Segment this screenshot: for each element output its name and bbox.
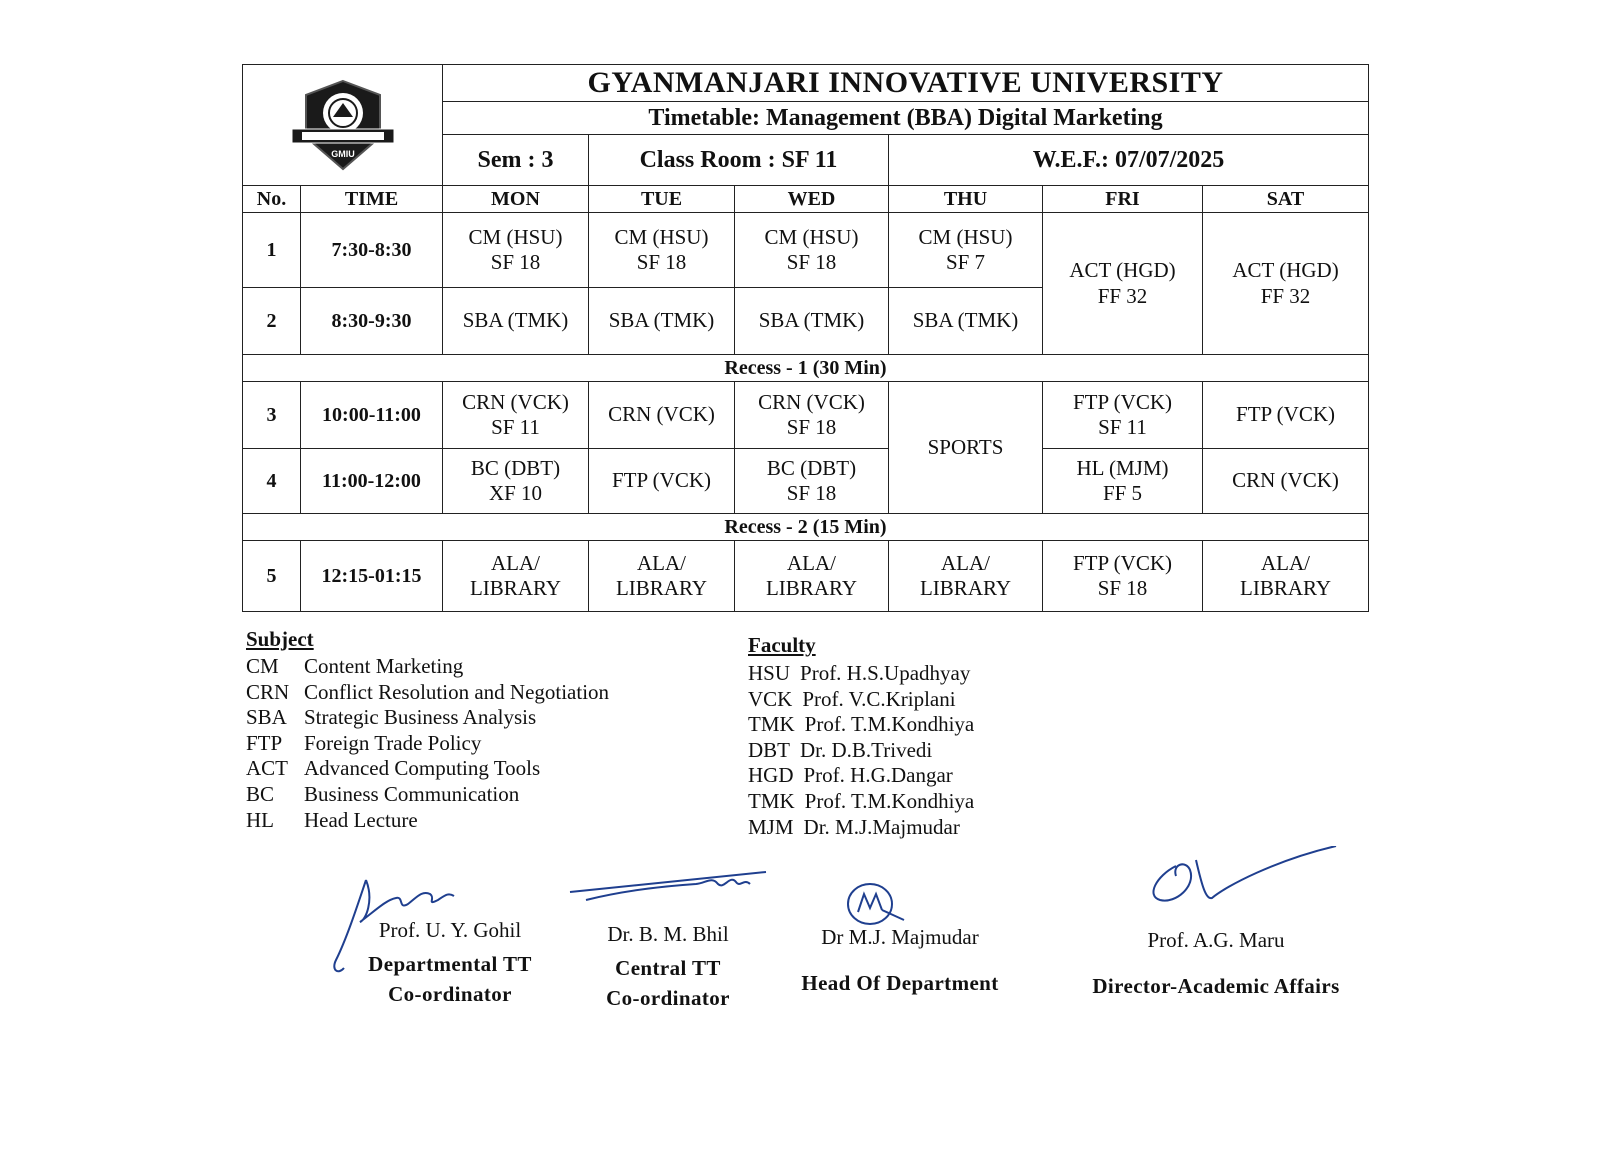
faculty-code: TMK: [748, 712, 795, 737]
cell-subject: SBA (TMK): [608, 308, 715, 333]
list-item: [246, 808, 609, 834]
slot-number: 4: [243, 449, 301, 514]
cell-thu-1: [889, 213, 1043, 288]
subject-code: FTP: [246, 730, 283, 755]
slot-time: 7:30-8:30: [301, 213, 443, 288]
column-header-mon: MON: [443, 186, 589, 213]
cell-subject: ALA/: [1261, 550, 1310, 575]
cell-sat-3: [1203, 382, 1369, 449]
list-item: [748, 661, 974, 687]
cell-wed-4: [735, 449, 889, 514]
cell-room: SF 18: [786, 481, 837, 505]
faculty-code: VCK: [748, 686, 793, 711]
cell-subject: CRN (VCK): [758, 389, 865, 414]
faculty-name: Dr. M.J.Majmudar: [803, 814, 960, 839]
logo-text: GMIU: [330, 149, 355, 159]
cell-subject: CM (HSU): [468, 224, 563, 249]
cell-room: SF 18: [786, 250, 837, 274]
cell-tue-1: [589, 213, 735, 288]
column-header-fri: FRI: [1043, 186, 1203, 213]
list-item: [748, 789, 974, 815]
cell-subject: SBA (TMK): [758, 308, 865, 333]
faculty-legend-title: Faculty: [748, 633, 816, 657]
subject-name: Content Marketing: [304, 654, 464, 678]
timetable: [242, 64, 1369, 612]
cell-subject: ALA/: [637, 550, 686, 575]
wef-date: W.E.F.: 07/07/2025: [889, 135, 1369, 186]
list-item: [748, 712, 974, 738]
cell-mon-2: [443, 288, 589, 355]
cell-subject: SBA (TMK): [912, 308, 1019, 333]
column-header-time: TIME: [301, 186, 443, 213]
cell-thu-5: [889, 541, 1043, 612]
list-item: [748, 738, 974, 764]
subject-code: CM: [246, 654, 279, 678]
column-header-sat: SAT: [1203, 186, 1369, 213]
faculty-name: Prof. V.C.Kriplani: [802, 686, 956, 711]
signatory-name: Prof. A.G. Maru: [1147, 928, 1285, 952]
subject-name: Conflict Resolution and Negotiation: [304, 679, 610, 704]
cell-room: SF 18: [1097, 576, 1148, 600]
subject-legend-title: Subject: [246, 627, 314, 651]
signatory-maru: [1066, 928, 1366, 1001]
subject-code: BC: [246, 781, 275, 806]
list-item: [246, 680, 609, 706]
university-title: GYANMANJARI INNOVATIVE UNIVERSITY: [443, 65, 1369, 102]
signature-bhil-icon: [566, 866, 776, 916]
signatory-role: Central TT: [615, 956, 721, 980]
cell-tue-4: [589, 449, 735, 514]
subject-name: Head Lecture: [304, 807, 418, 832]
signatory-bhil: [568, 922, 768, 1013]
faculty-name: Prof. T.M.Kondhiya: [804, 788, 975, 813]
cell-subject: CM (HSU): [764, 224, 859, 249]
cell-subject: CM (HSU): [614, 224, 709, 249]
signatory-name: Dr M.J. Majmudar: [821, 925, 979, 949]
cell-fri-4: [1043, 449, 1203, 514]
list-item: [748, 763, 974, 789]
slot-number: 2: [243, 288, 301, 355]
cell-room: SF 11: [491, 415, 540, 439]
subject-code: HL: [246, 807, 274, 832]
cell-subject: FTP (VCK): [1236, 402, 1335, 427]
signatory-role: Director-Academic Affairs: [1092, 974, 1340, 998]
column-header-thu: THU: [889, 186, 1043, 213]
semester-label: Sem : 3: [443, 135, 589, 186]
cell-room: SF 7: [945, 250, 986, 274]
faculty-name: Prof. H.G.Dangar: [803, 763, 953, 788]
cell-room: LIBRARY: [469, 576, 561, 600]
cell-tue-5: [589, 541, 735, 612]
table-row: [243, 382, 1369, 449]
faculty-code: DBT: [748, 737, 790, 762]
cell-mon-3: [443, 382, 589, 449]
cell-subject: SPORTS: [927, 434, 1004, 459]
cell-subject: ALA/: [941, 550, 990, 575]
cell-subject: CRN (VCK): [608, 402, 715, 427]
slot-number: 5: [243, 541, 301, 612]
column-header-no: No.: [243, 186, 301, 213]
cell-subject: CRN (VCK): [462, 389, 569, 414]
signatory-role: Departmental TT: [368, 952, 532, 976]
signatory-gohil: [340, 918, 560, 1009]
cell-mon-4: [443, 449, 589, 514]
recess-row: [243, 355, 1369, 382]
cell-room: LIBRARY: [1240, 576, 1332, 600]
cell-wed-2: [735, 288, 889, 355]
subject-name: Strategic Business Analysis: [304, 705, 537, 730]
cell-room: SF 18: [786, 415, 837, 439]
signature-maru-icon: [1146, 846, 1346, 926]
cell-room: LIBRARY: [919, 576, 1011, 600]
timetable-title: Timetable: Management (BBA) Digital Marketing: [443, 102, 1369, 135]
cell-subject: CRN (VCK): [1232, 468, 1339, 493]
cell-tue-2: [589, 288, 735, 355]
cell-wed-1: [735, 213, 889, 288]
cell-subject: ALA/: [787, 550, 836, 575]
university-logo-icon: [288, 77, 398, 173]
faculty-code: TMK: [748, 788, 795, 813]
subject-name: Business Communication: [304, 781, 520, 806]
cell-thu-2: [889, 288, 1043, 355]
cell-subject: FTP (VCK): [1073, 389, 1172, 414]
cell-subject: ACT (HGD): [1069, 258, 1176, 283]
subject-name: Advanced Computing Tools: [304, 756, 541, 781]
list-item: [246, 756, 609, 782]
cell-subject: CM (HSU): [918, 224, 1013, 249]
faculty-code: HGD: [748, 763, 794, 788]
cell-wed-5: [735, 541, 889, 612]
list-item: [246, 782, 609, 808]
cell-room: SF 18: [636, 250, 687, 274]
list-item: [748, 687, 974, 713]
cell-subject: FTP (VCK): [612, 468, 711, 493]
slot-time: 12:15-01:15: [301, 541, 443, 612]
cell-room: LIBRARY: [765, 576, 857, 600]
cell-thu-3-4: [889, 382, 1043, 514]
subject-legend: [246, 654, 609, 833]
cell-room: FF 32: [1097, 283, 1148, 308]
cell-fri-3: [1043, 382, 1203, 449]
cell-subject: BC (DBT): [470, 455, 561, 480]
faculty-code: MJM: [748, 814, 794, 839]
cell-room: XF 10: [488, 481, 543, 505]
list-item: [246, 731, 609, 757]
faculty-name: Dr. D.B.Trivedi: [800, 737, 933, 762]
subject-code: SBA: [246, 705, 287, 730]
recess-1-label: Recess - 1 (30 Min): [243, 355, 1369, 382]
slot-time: 8:30-9:30: [301, 288, 443, 355]
cell-room: FF 32: [1260, 283, 1311, 308]
column-header-wed: WED: [735, 186, 889, 213]
cell-mon-5: [443, 541, 589, 612]
cell-room: LIBRARY: [615, 576, 707, 600]
cell-tue-3: [589, 382, 735, 449]
subject-code: ACT: [246, 756, 288, 781]
classroom-label: Class Room : SF 11: [589, 135, 889, 186]
faculty-name: Prof. H.S.Upadhyay: [800, 661, 971, 685]
signatory-role: Co-ordinator: [606, 986, 730, 1010]
list-item: [246, 705, 609, 731]
cell-subject: BC (DBT): [766, 455, 857, 480]
table-row: [243, 449, 1369, 514]
table-row: [243, 213, 1369, 288]
table-row: [243, 541, 1369, 612]
cell-subject: HL (MJM): [1076, 455, 1169, 480]
slot-number: 3: [243, 382, 301, 449]
cell-fri-5: [1043, 541, 1203, 612]
cell-fri-1-2: [1043, 213, 1203, 355]
faculty-legend: [748, 661, 974, 840]
cell-room: SF 18: [490, 250, 541, 274]
slot-time: 11:00-12:00: [301, 449, 443, 514]
faculty-name: Prof. T.M.Kondhiya: [804, 712, 975, 737]
signatory-name: Prof. U. Y. Gohil: [378, 918, 522, 942]
cell-sat-5: [1203, 541, 1369, 612]
list-item: [748, 815, 974, 841]
column-header-tue: TUE: [589, 186, 735, 213]
slot-number: 1: [243, 213, 301, 288]
cell-subject: ALA/: [491, 550, 540, 575]
signatory-name: Dr. B. M. Bhil: [607, 922, 729, 946]
university-logo-cell: [243, 65, 443, 186]
signatory-role: Co-ordinator: [388, 982, 512, 1006]
faculty-code: HSU: [748, 661, 791, 685]
signatory-majmudar: [780, 925, 1020, 998]
cell-subject: ACT (HGD): [1232, 258, 1339, 283]
cell-mon-1: [443, 213, 589, 288]
cell-subject: SBA (TMK): [462, 308, 569, 333]
cell-sat-1-2: [1203, 213, 1369, 355]
slot-time: 10:00-11:00: [301, 382, 443, 449]
subject-name: Foreign Trade Policy: [304, 730, 482, 755]
signatory-role: Head Of Department: [801, 971, 999, 995]
cell-sat-4: [1203, 449, 1369, 514]
recess-row: [243, 514, 1369, 541]
recess-2-label: Recess - 2 (15 Min): [243, 514, 1369, 541]
subject-code: CRN: [246, 679, 290, 704]
cell-wed-3: [735, 382, 889, 449]
cell-room: SF 11: [1098, 415, 1147, 439]
cell-room: FF 5: [1102, 481, 1143, 505]
list-item: [246, 654, 609, 680]
cell-subject: FTP (VCK): [1073, 550, 1172, 575]
